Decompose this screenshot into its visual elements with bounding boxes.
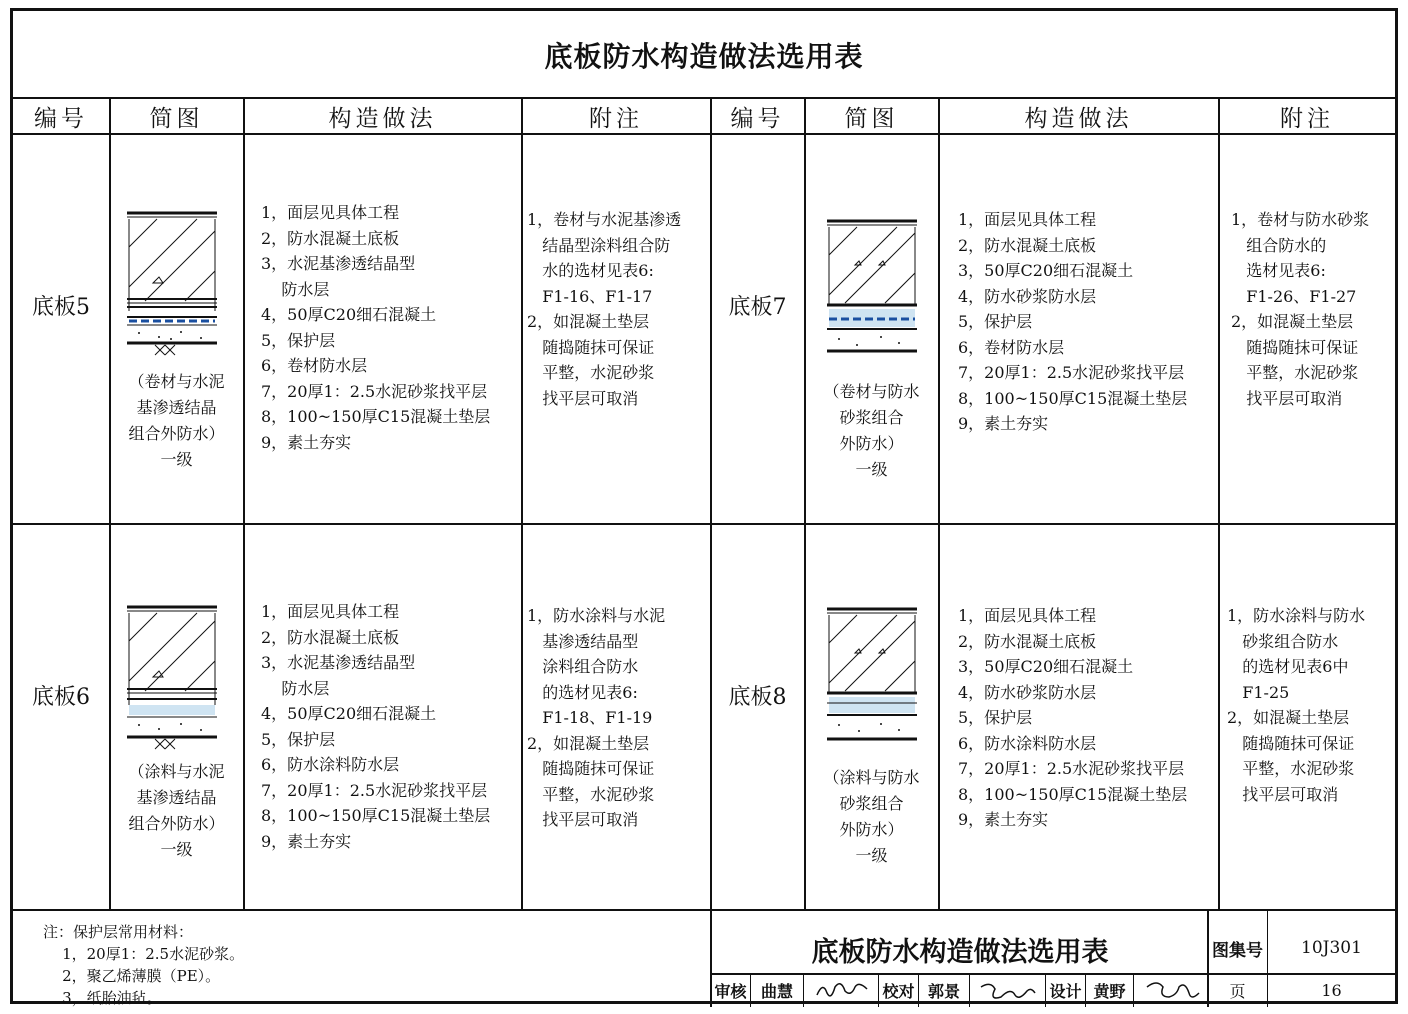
page-label: 页 (1229, 981, 1246, 1001)
title-block-divider (1133, 973, 1134, 1007)
check-signature (977, 977, 1039, 1003)
row-notes: 1，卷材与水泥基渗透 结晶型涂料组合防 水的选材见表6: F1-16、F1-17 2，如混凝土垫层 随捣随抹可保证 平整，水泥砂浆 找平层可取消 (527, 210, 682, 408)
design-name: 黄野 (1093, 981, 1126, 1001)
col-divider (1218, 99, 1220, 909)
review-name: 曲慧 (760, 981, 793, 1001)
section-diagram (125, 601, 219, 751)
check-label: 校对 (882, 981, 915, 1001)
header-notes: 附注 (589, 105, 643, 132)
header-code: 编号 (34, 105, 88, 132)
construction-steps: 1，面层见具体工程 2，防水混凝土底板 3，50厚C20细石混凝土 4，防水砂浆防水层 5，保护层 6，防水涂料防水层 7，20厚1：2.5水泥砂浆找平层 8，100~150厚C15混凝土垫层 9，素土夯实 (958, 606, 1188, 829)
row-notes: 1，卷材与防水砂浆 组合防水的 选材见表6: F1-26、F1-27 2，如混凝土垫层 随捣随抹可保证 平整，水泥砂浆 找平层可取消 (1231, 210, 1370, 408)
review-signature (813, 977, 871, 1003)
row-code: 底板6 (32, 684, 90, 710)
diagram-caption: （涂料与防水 砂浆组合 外防水） 一级 (823, 768, 920, 865)
row-code: 底板7 (728, 294, 787, 320)
header-diagram: 简图 (844, 105, 899, 132)
construction-steps: 1，面层见具体工程 2，防水混凝土底板 3，50厚C20细石混凝土 4，防水砂浆防水层 5，保护层 6，卷材防水层 7，20厚1：2.5水泥砂浆找平层 8，100~150厚C15混凝土垫层 9，素土夯实 (958, 210, 1188, 433)
title-block-divider (969, 973, 970, 1007)
diagram-caption: （卷材与防水 砂浆组合 外防水） 一级 (823, 382, 920, 479)
atlas-label: 图集号 (1212, 940, 1263, 961)
section-diagram (825, 215, 919, 365)
page-number: 16 (1321, 980, 1342, 1000)
row-notes: 1，防水涂料与防水 砂浆组合防水 的选材见表6中 F1-25 2，如混凝土垫层 随捣随抹可保证 平整，水泥砂浆 找平层可取消 (1227, 606, 1366, 804)
col-divider (243, 99, 245, 909)
header-code: 编号 (730, 105, 785, 132)
col-divider (938, 99, 940, 909)
body-bottom-divider (13, 909, 1395, 911)
row-notes: 1，防水涂料与水泥 基渗透结晶型 涂料组合防水 的选材见表6: F1-18、F1-19 2，如混凝土垫层 随捣随抹可保证 平整，水泥砂浆 找平层可取消 (527, 606, 666, 829)
row-divider (13, 523, 1395, 525)
section-diagram (825, 603, 919, 753)
header-divider (13, 133, 1395, 135)
construction-steps: 1，面层见具体工程 2，防水混凝土底板 3，水泥基渗透结晶型 防水层 4，50厚C20细石混凝土 5，保护层 6，卷材防水层 7，20厚1：2.5水泥砂浆找平层 8，100~150厚C15混凝土垫层 9，素土夯实 (261, 203, 491, 452)
header-diagram: 简图 (149, 105, 204, 132)
row-code: 底板5 (32, 294, 90, 320)
diagram-caption: （卷材与水泥 基渗透结晶 组合外防水） 一级 (128, 372, 225, 469)
row-code: 底板8 (728, 684, 787, 710)
check-name: 郭景 (927, 981, 960, 1001)
header-method: 构造做法 (328, 105, 437, 132)
review-label: 审核 (714, 981, 747, 1001)
construction-steps: 1，面层见具体工程 2，防水混凝土底板 3，水泥基渗透结晶型 防水层 4，50厚C20细石混凝土 5，保护层 6，防水涂料防水层 7，20厚1：2.5水泥砂浆找平层 8，100~150厚C15混凝土垫层 9，素土夯实 (261, 602, 491, 851)
drawing-frame (10, 8, 1398, 1007)
header-notes: 附注 (1280, 105, 1334, 132)
page-title: 底板防水构造做法选用表 (544, 40, 864, 73)
section-diagram (125, 207, 219, 357)
footnote: 注：保护层常用材料： 1，20厚1：2.5水泥砂浆。 2，聚乙烯薄膜（PE）。 3，纸胎油毡。 (43, 923, 245, 1007)
design-label: 设计 (1049, 981, 1082, 1001)
diagram-caption: （涂料与水泥 基渗透结晶 组合外防水） 一级 (128, 762, 225, 859)
atlas-number: 10J301 (1301, 938, 1362, 958)
title-block-divider (803, 973, 804, 1007)
design-signature (1141, 975, 1203, 1005)
header-method: 构造做法 (1024, 105, 1133, 132)
col-divider (521, 99, 523, 909)
title-block-title: 底板防水构造做法选用表 (811, 936, 1109, 968)
